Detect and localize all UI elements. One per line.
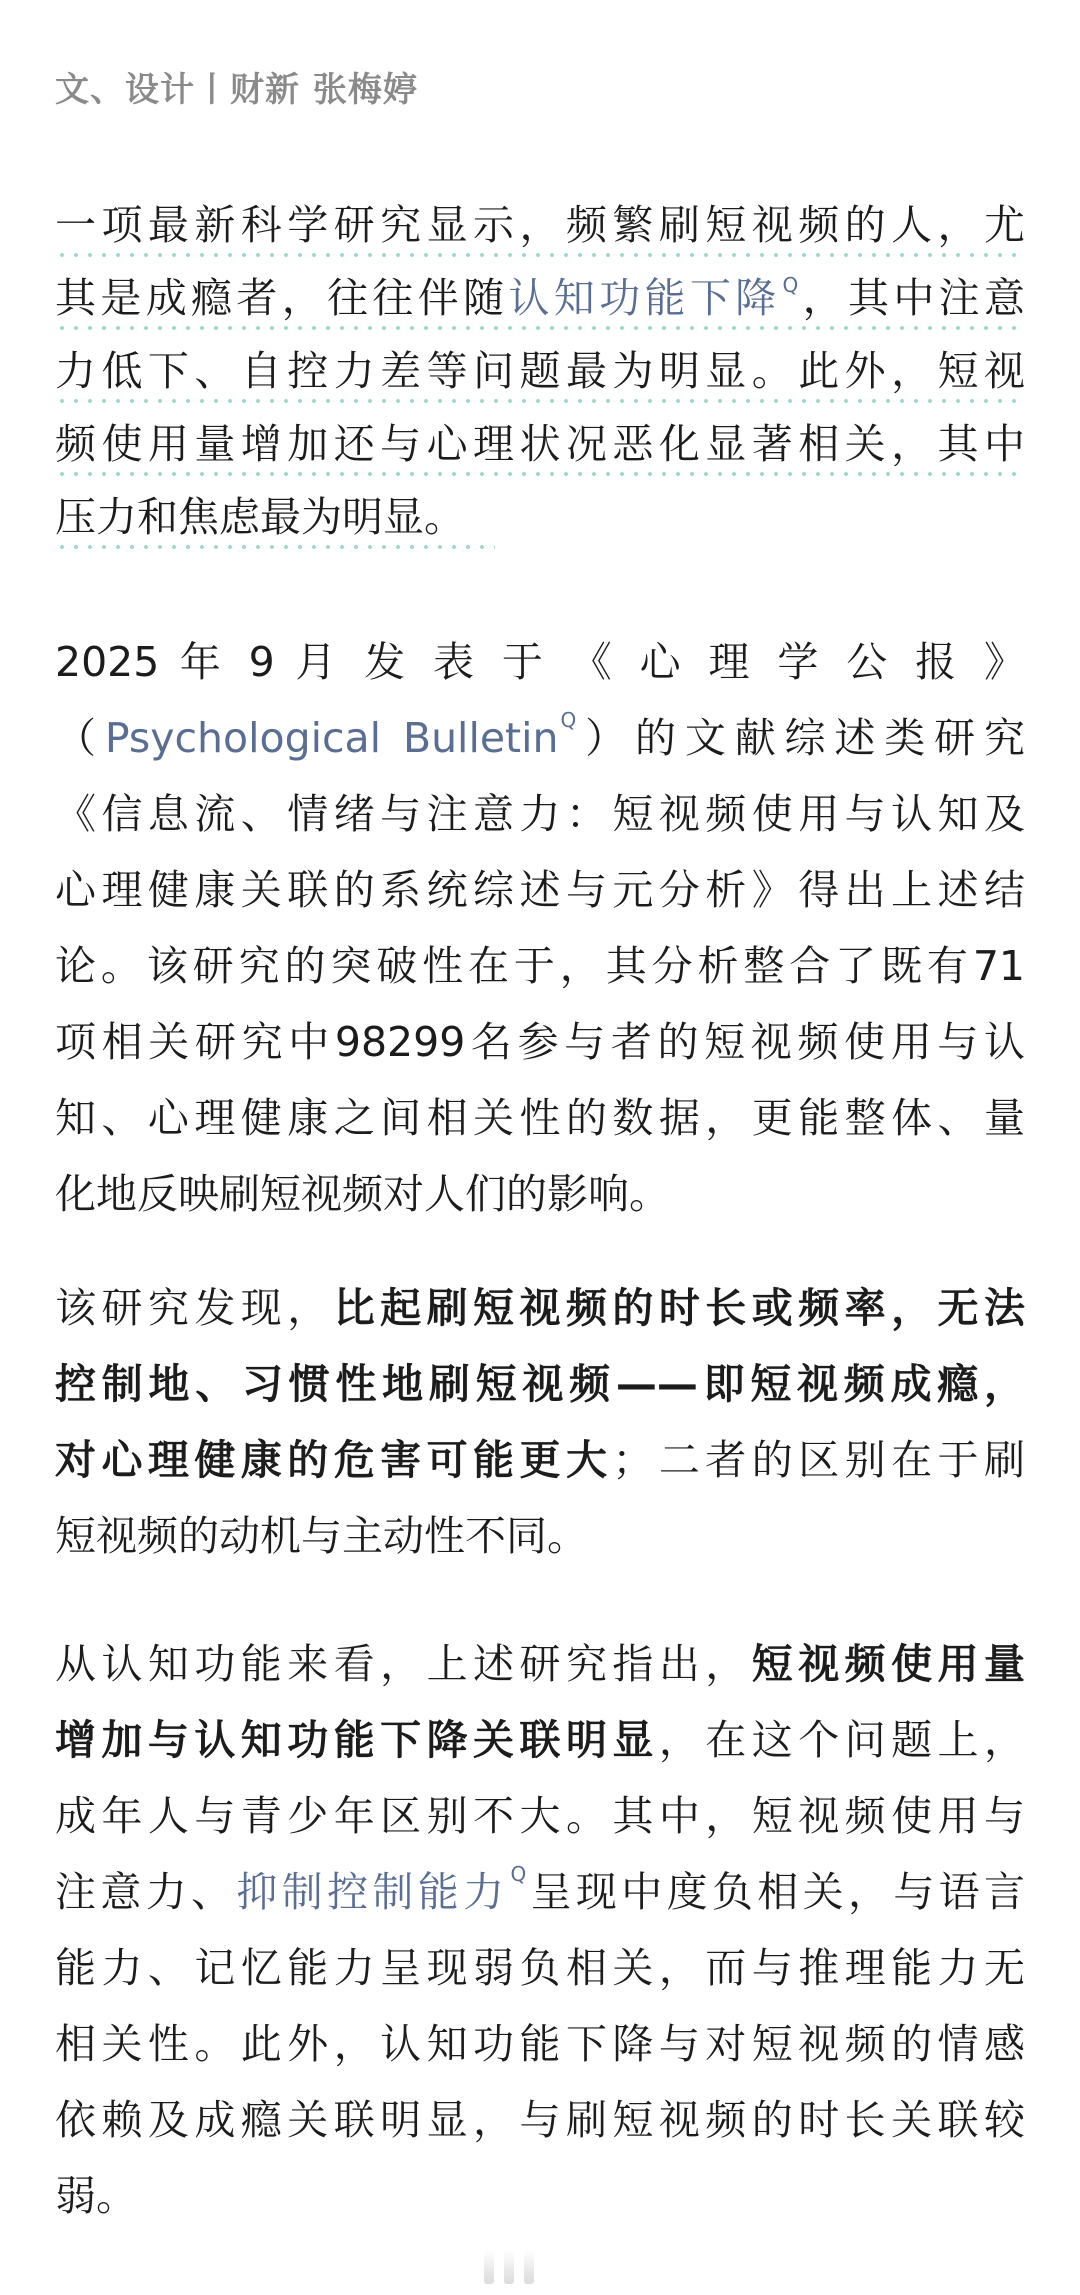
text-line <box>55 2006 1025 2082</box>
text-line <box>55 1702 1025 1778</box>
text-line <box>55 192 1025 265</box>
bold-text: 对心理健康的危害可能更大 <box>55 1436 613 1484</box>
text-segment: 相关性。此外，认知功能下降与对短视频的情感 <box>55 2020 1025 2068</box>
text-line <box>55 776 1025 852</box>
text-line <box>55 1778 1025 1854</box>
text-segment: 呈现中度负相关，与语言 <box>526 1868 1026 1916</box>
text-segment: ；二者的区别在于刷 <box>612 1436 1026 1484</box>
bold-text: 增加与认知功能下降关联明显 <box>55 1716 659 1764</box>
text-line <box>55 624 1025 700</box>
paragraph-3 <box>55 1270 1025 1574</box>
paragraph-2 <box>55 624 1025 1232</box>
text-segment: 力低下、自控力差等问题最为明显。此外，短视 <box>55 347 1025 395</box>
text-line <box>55 338 1025 411</box>
text-segment: 论。该研究的突破性在于，其分析整合了既有71 <box>55 942 1025 990</box>
text-segment: 频使用量增加还与心理状况恶化显著相关，其中 <box>55 420 1025 468</box>
search-icon[interactable]: Q <box>510 1862 527 1886</box>
text-line <box>55 1626 1025 1702</box>
text-segment: ，其中注意 <box>798 274 1026 322</box>
search-icon[interactable]: Q <box>782 273 799 297</box>
text-line <box>55 1270 1025 1346</box>
text-line <box>55 265 1025 338</box>
text-line <box>55 2082 1025 2158</box>
author-byline: 文、设计丨财新 张梅婷 <box>55 70 418 110</box>
keyword-link[interactable]: 认知功能下降 <box>508 274 781 322</box>
paragraph-1 <box>55 192 1025 557</box>
text-segment: 注意力、 <box>55 1868 237 1916</box>
text-line <box>55 928 1025 1004</box>
loading-indicator <box>484 2250 534 2284</box>
text-line <box>55 1498 1025 1574</box>
paragraph-4 <box>55 1626 1025 2234</box>
text-segment: 项相关研究中98299名参与者的短视频使用与认 <box>55 1018 1025 1066</box>
text-segment: 短视频的动机与主动性不同。 <box>55 1512 588 1560</box>
text-line <box>55 1004 1025 1080</box>
text-line <box>55 2158 1025 2234</box>
text-segment: 从认知功能来看，上述研究指出， <box>55 1640 752 1688</box>
text-segment: 《信息流、情绪与注意力：短视频使用与认知及 <box>55 790 1025 838</box>
bold-text: 控制地、习惯性地刷短视频——即短视频成瘾， <box>55 1360 1025 1408</box>
text-segment: ）的文献综述类研究 <box>576 714 1025 762</box>
text-line <box>55 1854 1025 1930</box>
keyword-link[interactable]: 抑制控制能力 <box>236 1868 509 1916</box>
text-segment: 能力、记忆能力呈现弱负相关，而与推理能力无 <box>55 1944 1025 1992</box>
text-line <box>55 484 1025 557</box>
text-line <box>55 1930 1025 2006</box>
text-line <box>55 411 1025 484</box>
keyword-link[interactable]: Psychological Bulletin <box>104 714 559 762</box>
text-line <box>55 700 1025 776</box>
text-segment: （ <box>55 714 105 762</box>
text-segment: 化地反映刷短视频对人们的影响。 <box>55 1170 670 1218</box>
text-line <box>55 1156 1025 1232</box>
text-segment: 依赖及成瘾关联明显，与刷短视频的时长关联较 <box>55 2096 1025 2144</box>
text-segment: 2025 年 9 月 发 表 于 《 心 理 学 公 报 》 <box>55 638 1025 686</box>
bold-text: 比起刷短视频的时长或频率，无法 <box>333 1284 1026 1332</box>
text-segment: 压力和焦虑最为明显。 <box>55 493 465 541</box>
text-segment: 知、心理健康之间相关性的数据，更能整体、量 <box>55 1094 1025 1142</box>
search-icon[interactable]: Q <box>560 708 577 732</box>
text-segment: 成年人与青少年区别不大。其中，短视频使用与 <box>55 1792 1025 1840</box>
text-segment: 心理健康关联的系统综述与元分析》得出上述结 <box>55 866 1025 914</box>
text-segment: 其是成瘾者，往往伴随 <box>55 274 509 322</box>
text-segment: 该研究发现， <box>55 1284 334 1332</box>
text-segment: ，在这个问题上， <box>658 1716 1026 1764</box>
text-line <box>55 1422 1025 1498</box>
text-line <box>55 1346 1025 1422</box>
bold-text: 短视频使用量 <box>751 1640 1025 1688</box>
text-line <box>55 1080 1025 1156</box>
text-line <box>55 852 1025 928</box>
text-segment: 弱。 <box>55 2172 137 2220</box>
text-segment: 一项最新科学研究显示，频繁刷短视频的人，尤 <box>55 201 1025 249</box>
